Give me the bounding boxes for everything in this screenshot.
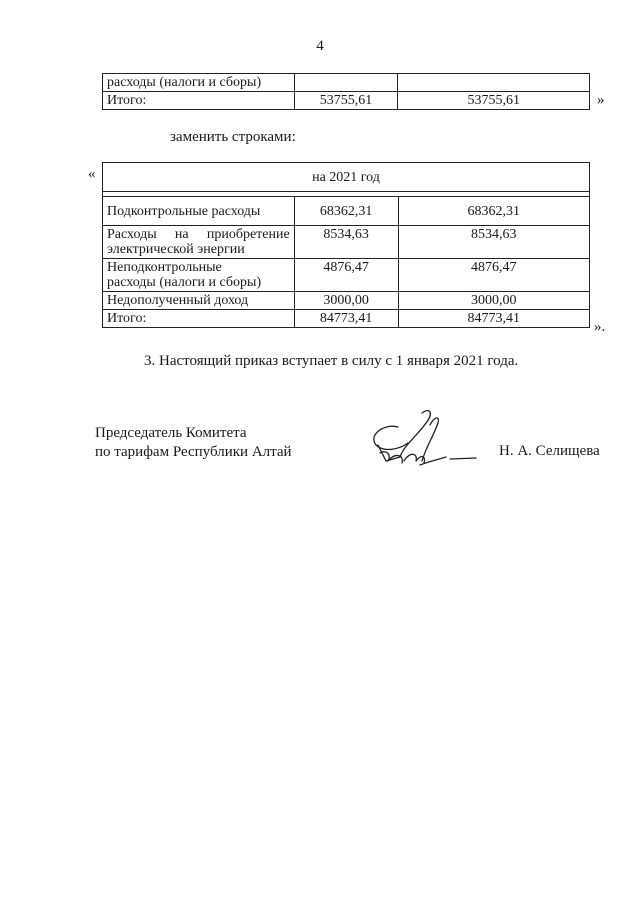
closing-quote: ».	[594, 319, 606, 335]
row-value-2: 3000,00	[398, 292, 589, 310]
row-value-2: 4876,47	[398, 259, 589, 292]
row-label: Итого:	[103, 92, 295, 110]
page-number: 4	[316, 38, 324, 54]
row-value-1: 3000,00	[294, 292, 398, 310]
table-row	[103, 226, 590, 259]
signatory-title	[95, 424, 292, 462]
opening-quote: «	[88, 166, 96, 182]
top-table-fragment	[102, 73, 590, 110]
row-label: Недополученный доход	[103, 292, 295, 310]
row-value-1: 84773,41	[294, 310, 398, 328]
row-value-1: 8534,63	[294, 226, 398, 259]
row-value-1	[294, 74, 398, 92]
row-label	[103, 226, 295, 259]
table-row	[103, 292, 590, 310]
row-label-line-1: Неподконтрольные	[107, 260, 222, 275]
row-label	[103, 259, 295, 292]
table-header: на 2021 год	[103, 163, 590, 192]
row-value-2: 8534,63	[398, 226, 589, 259]
row-value-2: 84773,41	[398, 310, 589, 328]
table-row	[103, 310, 590, 328]
signatory-title-line-1: Председатель Комитета	[95, 425, 247, 441]
table-row	[103, 74, 590, 92]
row-label: расходы (налоги и сборы)	[103, 74, 295, 92]
table-row	[103, 197, 590, 226]
clause-3: 3. Настоящий приказ вступает в силу с 1 января 2021 года.	[144, 353, 519, 369]
replace-text: заменить строками:	[170, 129, 296, 145]
table-row	[103, 259, 590, 292]
row-value-2	[398, 74, 590, 92]
table-header-row	[103, 163, 590, 192]
row-label: Итого:	[103, 310, 295, 328]
table-row	[103, 92, 590, 110]
row-value-1: 68362,31	[294, 197, 398, 226]
row-label-line-2: расходы (налоги и сборы)	[107, 275, 262, 290]
row-value-2: 68362,31	[398, 197, 589, 226]
row-label: Подконтрольные расходы	[103, 197, 295, 226]
closing-quote: »	[597, 92, 605, 108]
new-table	[102, 162, 590, 328]
row-value-1: 4876,47	[294, 259, 398, 292]
handwritten-signature	[360, 405, 480, 475]
signatory-name: Н. А. Селищева	[499, 443, 600, 459]
row-label-line-1: Расходы на приобретение	[107, 227, 290, 242]
row-label-line-2: электрической энергии	[107, 242, 245, 257]
row-value-2: 53755,61	[398, 92, 590, 110]
row-value-1: 53755,61	[294, 92, 398, 110]
signatory-title-line-2: по тарифам Республики Алтай	[95, 444, 292, 460]
